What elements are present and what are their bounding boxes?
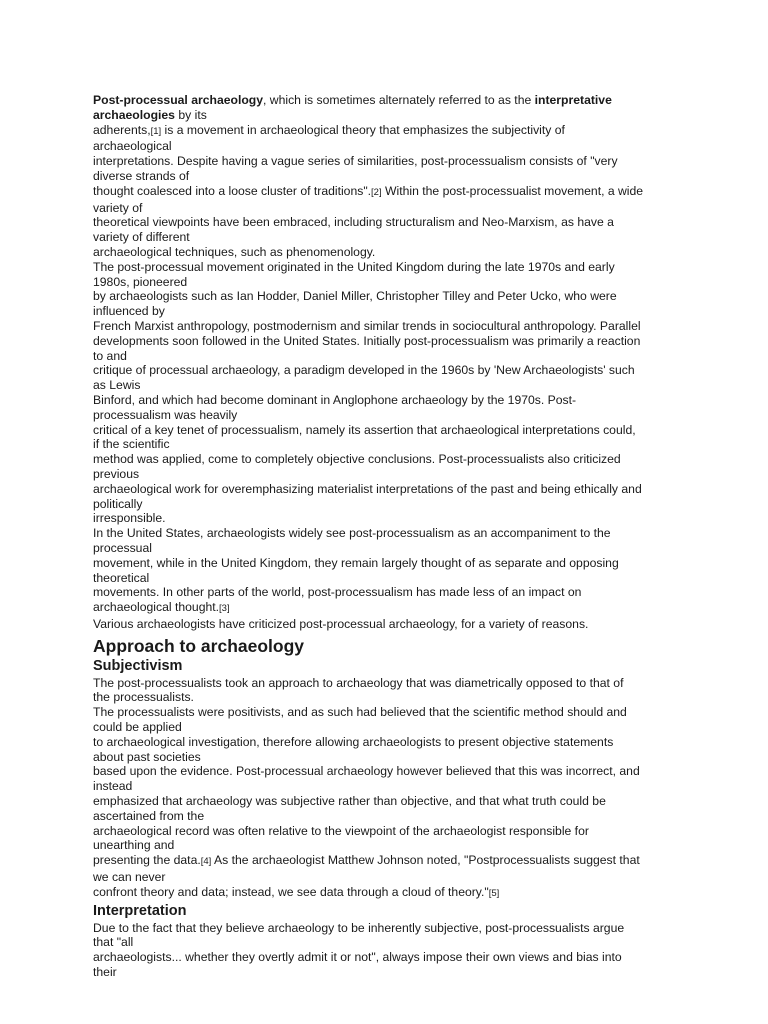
- text-line: to and: [93, 348, 127, 363]
- text-line: about past societies: [93, 749, 201, 764]
- text-line: The post-processualists took an approach to archaeology that was diametrically opposed to that of: [93, 675, 624, 690]
- text-line: [93, 853, 681, 870]
- section-heading-approach: Approach to archaeology: [93, 635, 305, 656]
- text-line: The post-processual movement originated in the United Kingdom during the late 1970s and early: [93, 259, 615, 274]
- citation-ref[interactable]: [4]: [200, 856, 212, 868]
- text-line: processualism was heavily: [93, 407, 238, 422]
- text-line: archaeological work for overemphasizing materialist interpretations of the past and being ethically and: [93, 481, 642, 496]
- text-span: thought coalesced into a loose cluster of traditions".: [93, 183, 372, 198]
- text-line: movement, while in the United Kingdom, they remain largely thought of as separate and opposing: [93, 555, 619, 570]
- text-line: [93, 108, 681, 123]
- text-line: [93, 123, 681, 140]
- text-span: by its: [174, 107, 207, 122]
- citation-ref[interactable]: [3]: [219, 603, 230, 615]
- text-line: that "all: [93, 935, 134, 950]
- text-line: critical of a key tenet of processualism, namely its assertion that archaeological interpretations could,: [93, 422, 636, 437]
- text-line: ascertained from the: [93, 808, 205, 823]
- text-line: influenced by: [93, 304, 165, 319]
- text-line: politically: [93, 496, 143, 511]
- subsection-heading-subjectivism: Subjectivism: [93, 657, 183, 674]
- bold-term: archaeologies: [93, 107, 175, 122]
- text-line: 1980s, pioneered: [93, 274, 188, 289]
- text-line: processual: [93, 540, 152, 555]
- text-line: French Marxist anthropology, postmodernism and similar trends in sociocultural anthropology. Parallel: [93, 318, 641, 333]
- text-line: developments soon followed in the United States. Initially post-processualism was primarily a reaction: [93, 333, 641, 348]
- text-span: adherents,: [93, 122, 151, 137]
- text-line: their: [93, 965, 117, 980]
- text-line: method was applied, come to completely objective conclusions. Post-processualists also criticized: [93, 452, 621, 467]
- citation-ref[interactable]: [1]: [150, 125, 162, 137]
- text-line: previous: [93, 466, 140, 481]
- text-line: theoretical viewpoints have been embraced, including structuralism and Neo-Marxism, as have a: [93, 215, 614, 230]
- text-line: [93, 600, 681, 617]
- text-line: [93, 885, 681, 902]
- text-line: Binford, and which had become dominant in Anglophone archaeology by the 1970s. Post-: [93, 392, 577, 407]
- bold-term: Post-processual archaeology: [93, 93, 264, 107]
- text-line: emphasized that archaeology was subjective rather than objective, and that what truth could be: [93, 794, 606, 809]
- text-line: theoretical: [93, 570, 150, 585]
- text-line: [93, 184, 681, 201]
- text-span: As the archaeologist Matthew Johnson noted, "Postprocessualists suggest that: [211, 853, 640, 868]
- text-line: we can never: [93, 870, 166, 885]
- document-page: [93, 93, 681, 980]
- text-span: , which is sometimes alternately referred to as the: [263, 93, 535, 107]
- text-line: variety of: [93, 200, 143, 215]
- subsection-heading-interpretation: Interpretation: [93, 902, 187, 919]
- text-line: Due to the fact that they believe archaeology to be inherently subjective, post-processualists argue: [93, 920, 625, 935]
- text-line: instead: [93, 779, 133, 794]
- text-line: critique of processual archaeology, a paradigm developed in the 1960s by 'New Archaeologists' such: [93, 363, 635, 378]
- text-line: the processualists.: [93, 690, 194, 705]
- text-line: movements. In other parts of the world, post-processualism has made less of an impact on: [93, 585, 582, 600]
- text-line: archaeological: [93, 139, 172, 154]
- text-line: interpretations. Despite having a vague series of similarities, post-processualism consists of "very: [93, 154, 618, 169]
- text-line: irresponsible.: [93, 511, 166, 526]
- text-line: diverse strands of: [93, 168, 190, 183]
- text-line: archaeological record was often relative to the viewpoint of the archaeologist responsible for: [93, 823, 589, 838]
- text-line: to archaeological investigation, therefore allowing archaeologists to present objective statements: [93, 734, 614, 749]
- text-line: if the scientific: [93, 437, 170, 452]
- text-line: archaeological techniques, such as phenomenology.: [93, 244, 376, 259]
- text-span: Within the post-processualist movement, a wide: [381, 183, 644, 198]
- text-line: by archaeologists such as Ian Hodder, Daniel Miller, Christopher Tilley and Peter Ucko, who were: [93, 289, 617, 304]
- text-line: unearthing and: [93, 838, 175, 853]
- text-line: based upon the evidence. Post-processual archaeology however believed that this was incorrect, and: [93, 764, 640, 779]
- text-span: presenting the data.: [93, 853, 201, 868]
- text-line: archaeologists... whether they overtly admit it or not", always impose their own views and bias into: [93, 950, 622, 965]
- text-line: The processualists were positivists, and as such had believed that the scientific method should and: [93, 705, 627, 720]
- text-line: as Lewis: [93, 378, 141, 393]
- citation-ref[interactable]: [5]: [488, 887, 500, 899]
- text-line: Various archaeologists have criticized post-processual archaeology, for a variety of reasons.: [93, 616, 589, 631]
- citation-ref[interactable]: [2]: [371, 186, 382, 198]
- text-line: variety of different: [93, 230, 190, 245]
- text-span: confront theory and data; instead, we see data through a cloud of theory.": [93, 884, 489, 899]
- text-line: [93, 93, 681, 108]
- text-line: In the United States, archaeologists widely see post-processualism as an accompaniment to the: [93, 526, 611, 541]
- text-span: is a movement in archaeological theory that emphasizes the subjectivity of: [161, 122, 565, 137]
- text-line: could be applied: [93, 720, 182, 735]
- text-span: archaeological thought.: [93, 600, 220, 615]
- bold-term: interpretative: [534, 93, 612, 107]
